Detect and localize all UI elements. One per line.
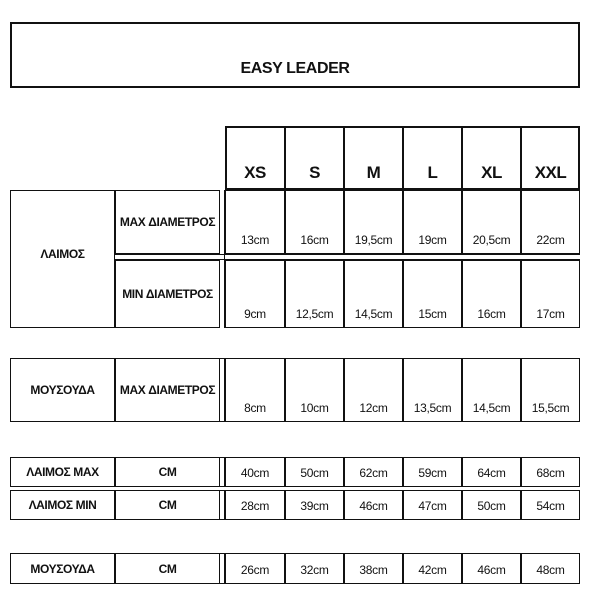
snout-cm-xxl: 48cm: [521, 553, 580, 584]
neck-max-cm-m: 62cm: [344, 457, 403, 487]
snout-max-label: MAX ΔΙΑΜΕΤΡΟΣ: [115, 358, 220, 422]
snout-max-xs: 8cm: [225, 358, 285, 422]
snout-max-xl: 14,5cm: [462, 358, 521, 422]
snout-cm-unit: CM: [115, 553, 220, 584]
neck-min-xl: 16cm: [462, 260, 521, 328]
neck-min-label: MIN ΔΙΑΜΕΤΡΟΣ: [115, 260, 220, 328]
snout-cm-s: 32cm: [285, 553, 344, 584]
snout-cm-xs: 26cm: [225, 553, 285, 584]
neck-max-cm-xs: 40cm: [225, 457, 285, 487]
neck-max-xl: 20,5cm: [462, 190, 521, 254]
size-header-xxl: XXL: [521, 126, 580, 190]
neck-min-cm-unit: CM: [115, 490, 220, 520]
snout-max-m: 12cm: [344, 358, 403, 422]
title-box: [10, 22, 580, 88]
snout-max-xxl: 15,5cm: [521, 358, 580, 422]
size-header-s: S: [285, 126, 344, 190]
neck-min-cm-l: 47cm: [403, 490, 462, 520]
neck-min-cm-xs: 28cm: [225, 490, 285, 520]
neck-max-m: 19,5cm: [344, 190, 403, 254]
neck-max-cm-s: 50cm: [285, 457, 344, 487]
size-header-xl: XL: [462, 126, 521, 190]
neck-min-cm-label: ΛΑΙΜΟΣ MIN: [10, 490, 115, 520]
neck-max-xxl: 22cm: [521, 190, 580, 254]
snout-max-s: 10cm: [285, 358, 344, 422]
neck-min-l: 15cm: [403, 260, 462, 328]
neck-max-cm-l: 59cm: [403, 457, 462, 487]
neck-max-xs: 13cm: [225, 190, 285, 254]
neck-min-cm-m: 46cm: [344, 490, 403, 520]
neck-min-m: 14,5cm: [344, 260, 403, 328]
neck-min-xs: 9cm: [225, 260, 285, 328]
snout-label: ΜΟΥΣΟΥΔΑ: [10, 358, 115, 422]
neck-min-xxl: 17cm: [521, 260, 580, 328]
neck-label: ΛΑΙΜΟΣ: [10, 190, 115, 328]
neck-max-cm-xxl: 68cm: [521, 457, 580, 487]
neck-min-cm-xl: 50cm: [462, 490, 521, 520]
neck-min-s: 12,5cm: [285, 260, 344, 328]
snout-cm-m: 38cm: [344, 553, 403, 584]
neck-max-cm-unit: CM: [115, 457, 220, 487]
snout-cm-l: 42cm: [403, 553, 462, 584]
snout-max-l: 13,5cm: [403, 358, 462, 422]
neck-max-s: 16cm: [285, 190, 344, 254]
size-header-l: L: [403, 126, 462, 190]
page-title: EASY LEADER: [240, 60, 350, 77]
neck-max-cm-xl: 64cm: [462, 457, 521, 487]
neck-max-l: 19cm: [403, 190, 462, 254]
neck-max-label: MAX ΔΙΑΜΕΤΡΟΣ: [115, 190, 220, 254]
neck-min-cm-s: 39cm: [285, 490, 344, 520]
size-header-xs: XS: [225, 126, 285, 190]
neck-min-cm-xxl: 54cm: [521, 490, 580, 520]
size-header-m: M: [344, 126, 403, 190]
snout-cm-label: ΜΟΥΣΟΥΔΑ: [10, 553, 115, 584]
neck-max-cm-label: ΛΑΙΜΟΣ MAX: [10, 457, 115, 487]
snout-cm-xl: 46cm: [462, 553, 521, 584]
